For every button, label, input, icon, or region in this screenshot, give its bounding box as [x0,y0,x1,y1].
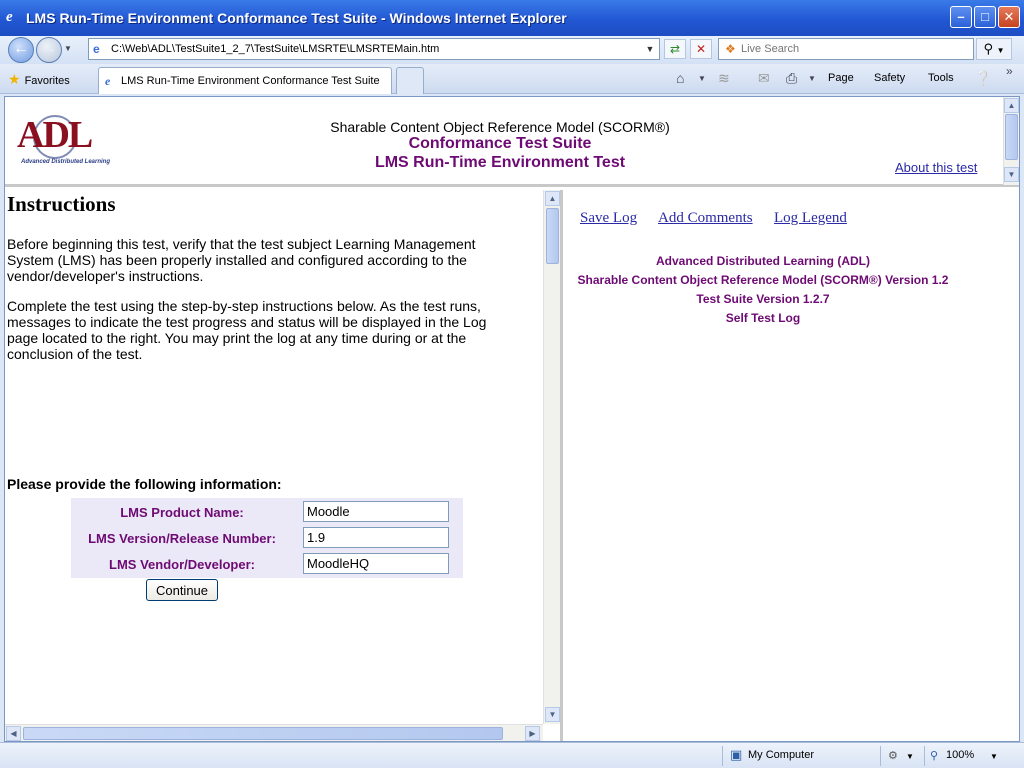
minimize-button[interactable]: – [950,6,972,28]
log-line-scorm: Sharable Content Object Reference Model (SCORM®) Version 1.2 [577,273,949,287]
address-dropdown-icon[interactable]: ▼ [645,44,655,54]
title-bar [0,0,1024,36]
product-name-label: LMS Product Name: [120,505,244,520]
magnifier-icon: ⚲ [983,41,993,56]
vendor-input[interactable] [303,553,449,574]
favorites-button[interactable] [8,71,70,88]
address-bar[interactable] [88,38,660,60]
safety-menu[interactable]: Safety [874,72,906,84]
instructions-vscrollbar[interactable] [543,190,560,724]
navigation-bar [0,36,1024,64]
live-search-logo-icon: ❖ [725,42,736,56]
save-log-link[interactable]: Save Log [580,210,638,226]
new-tab-button[interactable] [396,67,424,94]
product-name-input[interactable] [303,501,449,522]
help-icon[interactable]: ❔ [974,70,992,86]
home-dropdown-icon[interactable]: ▼ [698,74,706,83]
version-input[interactable] [303,527,449,548]
status-bar [0,742,1024,768]
star-icon: ★ [8,71,21,87]
hscroll-thumb[interactable] [23,727,503,740]
header-frame [5,97,1019,187]
tab-label: LMS Run-Time Environment Conformance Test Suite [121,75,380,87]
form-row [71,499,463,525]
vendor-label: LMS Vendor/Developer: [109,557,255,572]
tab-active[interactable] [98,67,392,94]
search-box[interactable] [718,38,974,60]
instructions-hscrollbar[interactable] [5,724,543,741]
zoom-level[interactable]: 100% [946,749,975,761]
status-divider [722,746,723,766]
status-divider [924,746,925,766]
scroll-thumb[interactable] [1005,114,1018,160]
close-button[interactable]: ✕ [998,6,1020,28]
print-icon[interactable]: ⎙ [786,70,798,86]
address-url[interactable]: C:\Web\ADL\TestSuite1_2_7\TestSuite\LMSRTE\LMSRTEMain.htm [111,43,440,55]
suite-title: Conformance Test Suite [408,135,592,152]
window-title: LMS Run-Time Environment Conformance Test Suite - Windows Internet Explorer [26,10,567,26]
test-title: LMS Run-Time Environment Test [374,154,626,171]
log-frame [566,190,1019,741]
forward-arrow-icon: → [41,40,57,57]
continue-button[interactable]: Continue [146,579,218,601]
version-label: LMS Version/Release Number: [88,531,276,546]
back-button[interactable] [8,37,34,63]
lms-info-form [71,498,463,578]
instructions-para-1: Before beginning this test, verify that the test subject Learning Management System (LMS) has been properly installed and configured according to the vendor/developer's instructions. [7,236,476,284]
scroll-down-icon[interactable]: ▼ [545,707,560,722]
zone-label: My Computer [748,749,815,761]
stop-icon: ✕ [695,42,707,56]
chevron-more-icon[interactable]: » [1006,64,1013,78]
print-dropdown-icon[interactable]: ▼ [808,74,816,83]
scroll-up-icon[interactable]: ▲ [1004,98,1019,113]
scroll-up-icon[interactable]: ▲ [545,191,560,206]
zoom-dropdown-icon[interactable]: ▼ [990,752,998,761]
home-icon[interactable]: ⌂ [676,70,685,86]
stop-button[interactable] [690,39,712,59]
info-prompt: Please provide the following information: [7,476,282,492]
scroll-left-icon[interactable]: ◀ [6,726,21,741]
add-comments-link[interactable]: Add Comments [658,210,753,226]
about-this-test-link[interactable]: About this test [895,160,978,175]
scroll-right-icon[interactable]: ▶ [525,726,540,741]
status-divider [880,746,881,766]
header-scrollbar[interactable] [1003,97,1019,185]
tools-menu[interactable]: Tools [928,72,954,84]
adl-logo-letters: ADL [17,114,92,156]
protected-dropdown-icon[interactable]: ▼ [906,752,914,761]
log-legend-link[interactable]: Log Legend [774,210,847,226]
adl-logo-tagline: Advanced Distributed Learning [21,159,111,165]
protected-mode-icon[interactable]: ⚙ [888,750,898,762]
forward-button[interactable] [36,37,62,63]
instructions-heading: Instructions [7,192,116,216]
page-content [4,96,1020,742]
search-input[interactable] [741,41,961,57]
instructions-frame [5,190,563,741]
favorites-label: Favorites [24,75,70,87]
history-dropdown-icon[interactable]: ▼ [64,44,72,53]
maximize-button[interactable]: □ [974,6,996,28]
favorites-bar [0,64,1024,94]
refresh-icon: ⇄ [669,42,681,56]
page-icon: e [93,42,100,56]
instructions-para-2: Complete the test using the step-by-step instructions below. As the test runs, messages to indicate the test progress and status will be displayed in the Log page located to the right. You may print the log at any time during or at the conclusion of the test. [7,298,487,362]
form-row [71,525,463,551]
zoom-icon[interactable]: ⚲ [930,750,939,762]
scorm-title: Sharable Content Object Reference Model (SCORM®) [330,119,670,135]
feeds-icon[interactable]: ≋ [718,70,730,86]
scroll-thumb[interactable] [546,208,559,264]
scroll-down-icon[interactable]: ▼ [1004,167,1019,182]
ie-logo-icon: e [6,9,13,25]
mail-icon[interactable]: ✉ [758,70,770,86]
back-arrow-icon: ← [13,40,29,57]
log-line-adl: Advanced Distributed Learning (ADL) [655,254,870,268]
log-line-version: Test Suite Version 1.2.7 [696,292,830,306]
computer-icon: ▣ [730,747,743,762]
page-menu[interactable]: Page [828,72,854,84]
log-line-self-test: Self Test Log [725,311,801,325]
refresh-button[interactable] [664,39,686,59]
search-button[interactable]: ⚲ ▼ [976,38,1012,60]
tab-ie-icon: e [105,74,111,88]
form-row [71,551,463,577]
